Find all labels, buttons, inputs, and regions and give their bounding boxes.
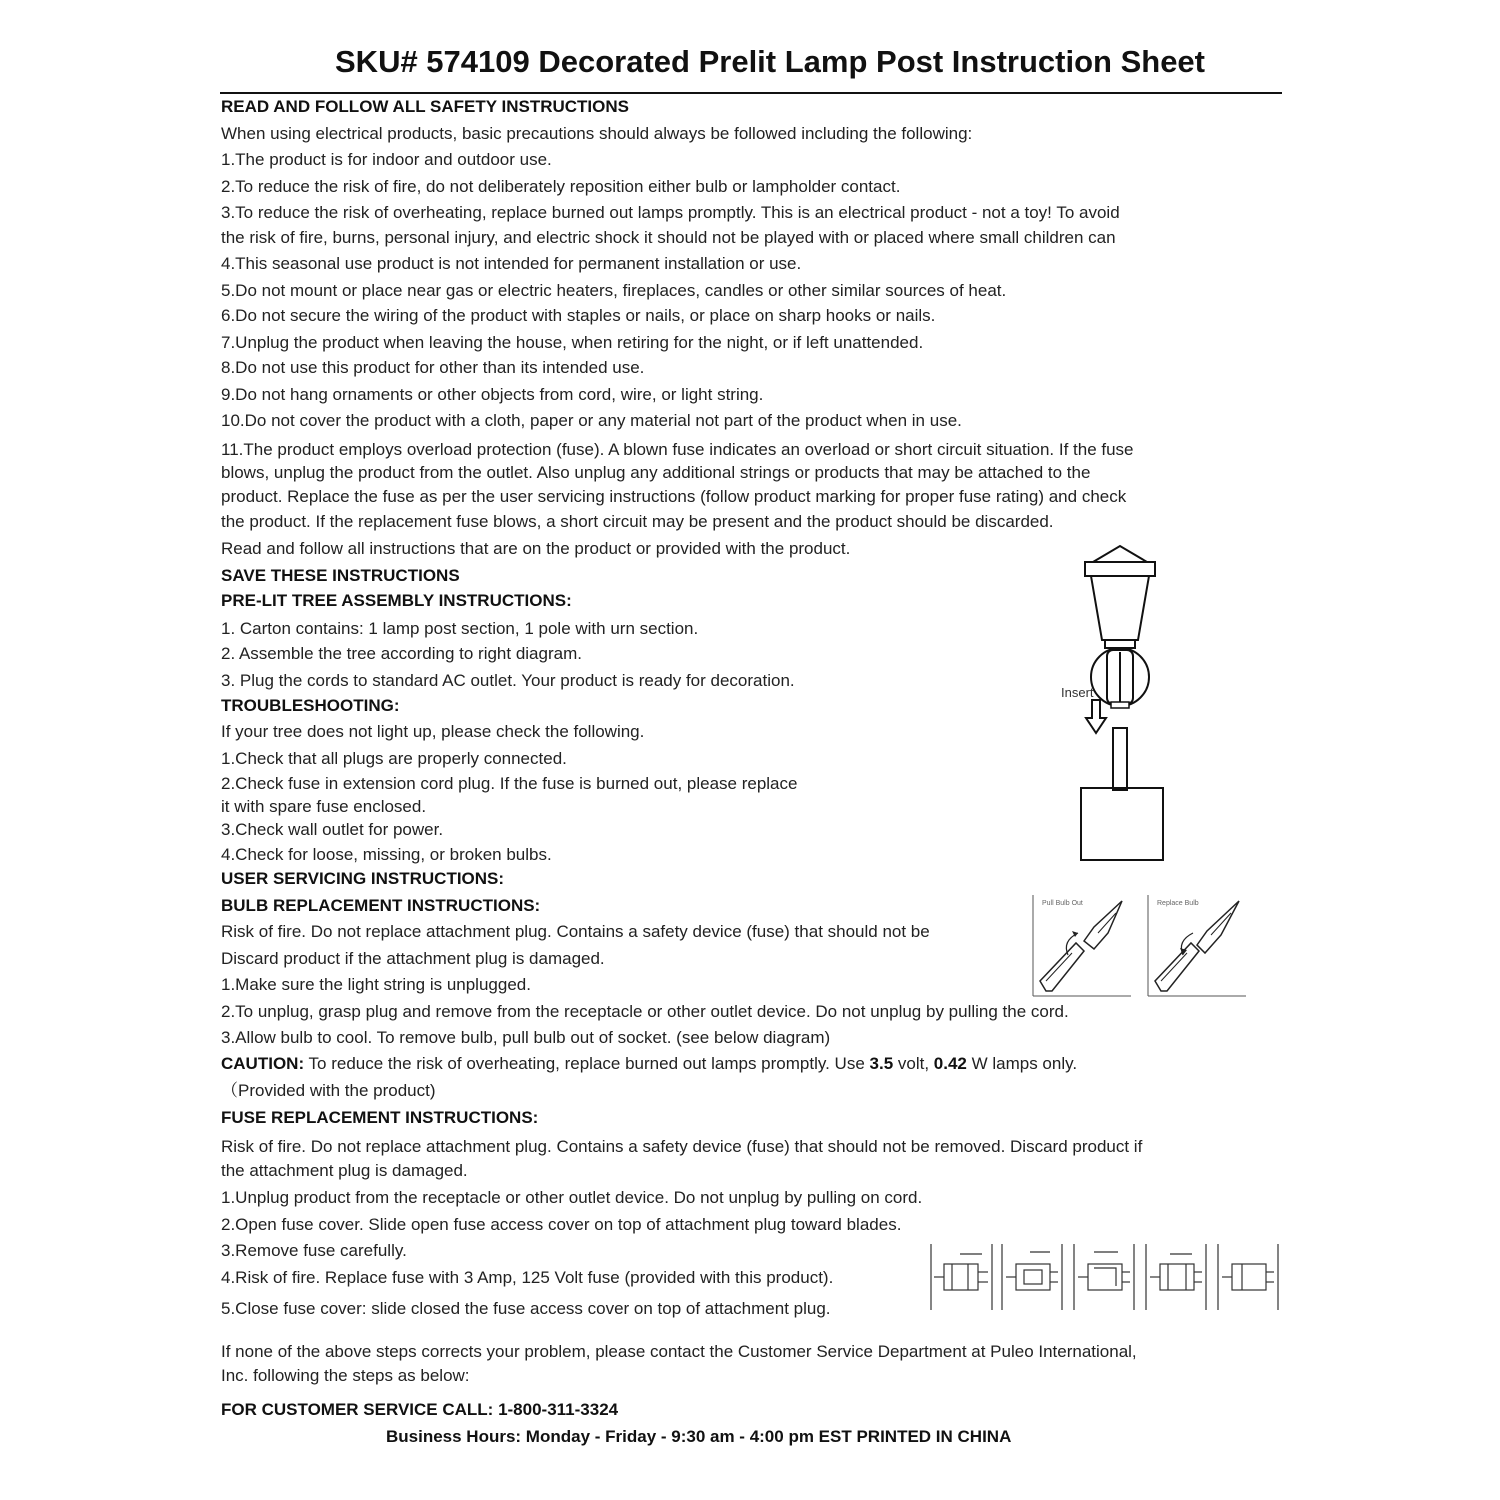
safety-item: 6.Do not secure the wiring of the product with staples or nails, or place on sharp hooks or nails. [221, 306, 936, 325]
bulb-item: 1.Make sure the light string is unplugged. [221, 975, 531, 994]
bulb-item: 3.Allow bulb to cool. To remove bulb, pull bulb out of socket. (see below diagram) [221, 1028, 831, 1047]
caution-text: W lamps only. [966, 1054, 1078, 1073]
watt-value: 0.42 [933, 1054, 967, 1073]
troubleshooting-item: If your tree does not light up, please check the following. [221, 722, 645, 741]
fuse-item: the attachment plug is damaged. [221, 1161, 468, 1180]
page-title: SKU# 574109 Decorated Prelit Lamp Post Instruction Sheet [335, 44, 1205, 79]
troubleshooting-item: 4.Check for loose, missing, or broken bulbs. [221, 845, 552, 864]
pull-bulb-label: Pull Bulb Out [1042, 900, 1083, 907]
safety-item: 5.Do not mount or place near gas or electric heaters, fireplaces, candles or other similar sources of heat. [221, 281, 1007, 300]
customer-service-line [221, 1400, 618, 1420]
fuse-item: 2.Open fuse cover. Slide open fuse access cover on top of attachment plug toward blades. [221, 1215, 902, 1234]
insert-label: Insert [1061, 685, 1094, 700]
contact-line: If none of the above steps corrects your problem, please contact the Customer Service Department at Puleo International, [221, 1342, 1137, 1361]
fuse-item: 1.Unplug product from the receptacle or other outlet device. Do not unplug by pulling on cord. [221, 1188, 923, 1207]
lamp-post-diagram [1055, 540, 1205, 870]
safety-item: 11.The product employs overload protection (fuse). A blown fuse indicates an overload or short circuit situation. If the fuse [221, 440, 1134, 459]
troubleshooting-item: 1.Check that all plugs are properly connected. [221, 749, 567, 768]
fuse-plug-diagrams [930, 1240, 1282, 1312]
safety-item: Read and follow all instructions that are on the product or provided with the product. [221, 539, 851, 558]
safety-item: 2.To reduce the risk of fire, do not deliberately reposition either bulb or lampholder contact. [221, 177, 901, 196]
provided-note: （Provided with the product) [221, 1081, 436, 1100]
replace-bulb-diagram [1147, 893, 1247, 997]
contact-line: Inc. following the steps as below: [221, 1366, 470, 1385]
fuse-item: 4.Risk of fire. Replace fuse with 3 Amp, 125 Volt fuse (provided with this product). [221, 1268, 834, 1287]
safety-item: 10.Do not cover the product with a cloth, paper or any material not part of the product when in use. [221, 411, 962, 430]
caution-label: CAUTION: [221, 1054, 305, 1073]
pull-bulb-diagram [1032, 893, 1132, 997]
customer-service-phone: 1-800-311-3324 [498, 1400, 619, 1419]
caution-line [221, 1054, 1077, 1074]
assembly-item: 2. Assemble the tree according to right diagram. [221, 644, 582, 663]
fuse-heading: FUSE REPLACEMENT INSTRUCTIONS: [221, 1108, 539, 1127]
safety-item: 9.Do not hang ornaments or other objects from cord, wire, or light string. [221, 385, 764, 404]
customer-service-label: FOR CUSTOMER SERVICE CALL: [221, 1400, 499, 1419]
safety-item: 4.This seasonal use product is not intended for permanent installation or use. [221, 254, 802, 273]
troubleshooting-heading: TROUBLESHOOTING: [221, 696, 400, 715]
troubleshooting-item: 2.Check fuse in extension cord plug. If the fuse is burned out, please replace [221, 774, 798, 793]
volt-value: 3.5 [869, 1054, 894, 1073]
troubleshooting-item: 3.Check wall outlet for power. [221, 820, 444, 839]
assembly-item: 3. Plug the cords to standard AC outlet. Your product is ready for decoration. [221, 671, 795, 690]
safety-item: the product. If the replacement fuse blows, a short circuit may be present and the product should be discarded. [221, 512, 1054, 531]
business-hours: Business Hours: Monday - Friday - 9:30 am - 4:00 pm EST PRINTED IN CHINA [386, 1427, 1012, 1446]
safety-item: 8.Do not use this product for other than its intended use. [221, 358, 645, 377]
bulb-item: Discard product if the attachment plug is damaged. [221, 949, 605, 968]
safety-item: blows, unplug the product from the outlet. Also unplug any additional strings or products that may be attached to the [221, 463, 1091, 482]
bulb-heading: BULB REPLACEMENT INSTRUCTIONS: [221, 896, 541, 915]
save-instructions: SAVE THESE INSTRUCTIONS [221, 566, 460, 585]
caution-text: To reduce the risk of overheating, replace burned out lamps promptly. Use [304, 1054, 870, 1073]
caution-text: volt, [893, 1054, 934, 1073]
safety-item: 7.Unplug the product when leaving the house, when retiring for the night, or if left unattended. [221, 333, 924, 352]
safety-item: 1.The product is for indoor and outdoor use. [221, 150, 552, 169]
safety-item: product. Replace the fuse as per the user servicing instructions (follow product marking for proper fuse rating) and check [221, 487, 1127, 506]
assembly-heading: PRE-LIT TREE ASSEMBLY INSTRUCTIONS: [221, 591, 572, 610]
bulb-item: 2.To unplug, grasp plug and remove from the receptacle or other outlet device. Do not unplug by pulling the cord. [221, 1002, 1069, 1021]
bulb-item: Risk of fire. Do not replace attachment plug. Contains a safety device (fuse) that should not be [221, 922, 930, 941]
replace-bulb-label: Replace Bulb [1157, 900, 1199, 907]
troubleshooting-item: it with spare fuse enclosed. [221, 797, 427, 816]
assembly-item: 1. Carton contains: 1 lamp post section, 1 pole with urn section. [221, 619, 699, 638]
user-servicing-heading: USER SERVICING INSTRUCTIONS: [221, 869, 505, 888]
safety-item: the risk of fire, burns, personal injury, and electric shock it should not be played with or placed where small children can [221, 228, 1116, 247]
fuse-item: Risk of fire. Do not replace attachment plug. Contains a safety device (fuse) that should not be removed. Discard product if [221, 1137, 1143, 1156]
safety-intro: When using electrical products, basic precautions should always be followed including the following: [221, 124, 973, 143]
safety-heading: READ AND FOLLOW ALL SAFETY INSTRUCTIONS [221, 97, 629, 116]
safety-item: 3.To reduce the risk of overheating, replace burned out lamps promptly. This is an electrical product - not a toy! To avoid [221, 203, 1120, 222]
fuse-item: 3.Remove fuse carefully. [221, 1241, 407, 1260]
fuse-item: 5.Close fuse cover: slide closed the fuse access cover on top of attachment plug. [221, 1299, 831, 1318]
title-rule [220, 92, 1282, 94]
